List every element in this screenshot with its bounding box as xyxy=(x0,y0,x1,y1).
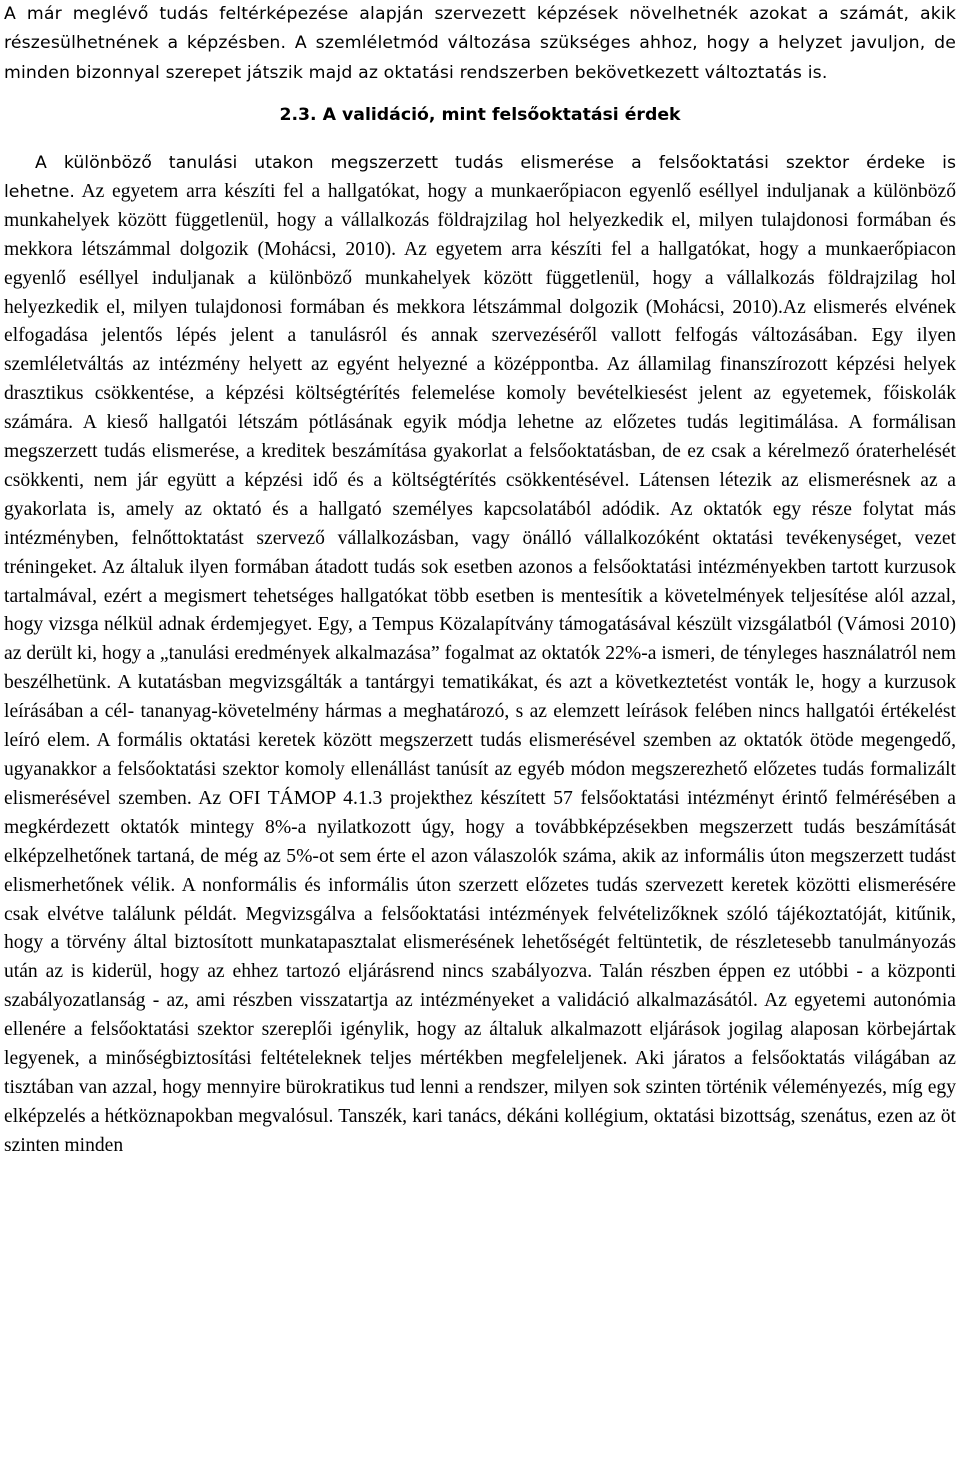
section-lead-word: lehetne. xyxy=(4,181,75,202)
section-heading: 2.3. A validáció, mint felsőoktatási érdek xyxy=(279,104,681,125)
section-body-paragraph xyxy=(4,178,956,1161)
intro-paragraph: A már meglévő tudás feltérképezése alapján szervezett képzések növelhetnék azokat a számát, akik részesülhetnének a képzésben. A szemléletmód változása szükséges ahhoz, hogy a helyzet javuljon, de minden bizonnyal szerepet játszik majd az oktatási rendszerben bekövetkezett változtatás is. xyxy=(4,4,956,83)
section-body-text: Az egyetem arra készíti fel a hallgatókat, hogy a munkaerőpiacon egyenlő eséllyel induljanak a különböző munkahelyek között függetlenül, hogy a vállalkozás földrajzilag hol helyezkedik el, milyen tulajdonosi formában és mekkora létszámmal dolgozik (Mohácsi, 2010). Az egyetem arra készíti fel a hallgatókat, hogy a munkaerőpiacon egyenlő eséllyel induljanak a különböző munkahelyek között függetlenül, hogy a vállalkozás földrajzilag hol helyezkedik el, milyen tulajdonosi formában és mekkora létszámmal dolgozik (Mohácsi, 2010).Az elismerés elvének elfogadása jelentős lépés jelent a tanulásról és annak szervezéséről vallott felfogás változásában. Egy ilyen szemléletváltás az intézmény helyett az egyént helyezné a középpontba. Az államilag finanszírozott képzési helyek drasztikus csökkentése, a képzési költségtérítés felemelése komoly bevételkiesést jelent az egyetemek, főiskolák számára. A kieső hallgatói létszám pótlásának egyik módja lehetne az előzetes tudás legitimálása. A formálisan megszerzett tudás elismerése, a kreditek beszámítása gyakorlat a felsőoktatásban, de ez csak a kérelmező óraterhelését csökkenti, nem jár együtt a képzési idő és a költségtérítés csökkentésével. Látensen létezik az elismerésnek az a gyakorlata is, amely az oktató és a hallgató személyes kapcsolatából adódik. Az oktatók egy része folytat más intézményben, felnőttoktatást szervező vállalkozásban, vagy önálló vállalkozóként oktatási tevékenységet, vezet tréningeket. Az általuk ilyen formában átadott tudás sok esetben azonos a felsőoktatási intézményekben tartott kurzusok tartalmával, ezért a megismert tehetséges hallgatókat több esetben is mentesítik a követelmények teljesítése alól azzal, hogy vizsga nélkül adnak érdemjegyet. Egy, a Tempus Közalapítvány támogatásával készült vizsgálatból (Vámosi 2010) az derült ki, hogy a „tanulási eredmények alkalmazása” fogalmat az oktatók 22%-a ismeri, de tényleges használatról nem beszélhetünk. A kutatásban megvizsgálták a tantárgyi tematikákat, és azt a következtetést vonták le, hogy a kurzusok leírásában a cél- tananyag-követelmény hármas a meghatározó, s az elemzett leírások felében nincs hallgatói értékelést leíró elem. A formális oktatási keretek között megszerzett tudás elismerésével szemben az oktatók ötöde megengedő, ugyanakkor a felsőoktatási szektor komoly ellenállást tanúsít az egyéb módon megszerezhető előzetes tudás formalizált elismerésével szemben. Az OFI TÁMOP 4.1.3 projekthez készített 57 felsőoktatási intézményt érintő felmérésében a megkérdezett oktatók mintegy 8%-a nyilatkozott úgy, hogy a továbbképzésekben megszerzett tudás beszámítását elképzelhetőnek tartaná, de még az 5%-ot sem érte el azon válaszolók száma, akik az informális úton megszerzett tudást elismerhetőnek vélik. A nonformális és informális úton szerzett előzetes tudás szervezett keretek közötti elismerésére csak elvétve találunk példát. Megvizsgálva a felsőoktatási intézmények felvételizőknek szóló tájékoztatóját, kitűnik, hogy a törvény által biztosított munkatapasztalat elismerésének lehetőségét feltüntetik, de részletesebb tanulmányozás után az is kiderül, hogy az ehhez tartozó eljárásrend nincs szabályozva. Talán részben éppen ez utóbbi - a központi szabályozatlanság - az, ami részben visszatartja az intézményeket a validáció alkalmazásától. Az egyetemi autonómia ellenére a felsőoktatási szektor szereplői igénylik, hogy az általuk alkalmazott eljárások jogilag alaposan körbejártak legyenek, a minőségbiztosítási feltételeknek teljes mértékben megfeleljenek. Aki járatos a felsőoktatás világában az tisztában van azzal, hogy mennyire bürokratikus tud lenni a rendszer, milyen sok szinten történik véleményezés, míg egy elképzelés a hétköznapokban megvalósul. Tanszék, kari tanács, dékáni kollégium, oktatási bizottság, szenátus, ezen az öt szinten minden xyxy=(4,180,956,1156)
section-first-line: A különböző tanulási utakon megszerzett tudás elismerése a felsőoktatási szektor érdeke is xyxy=(35,152,956,173)
